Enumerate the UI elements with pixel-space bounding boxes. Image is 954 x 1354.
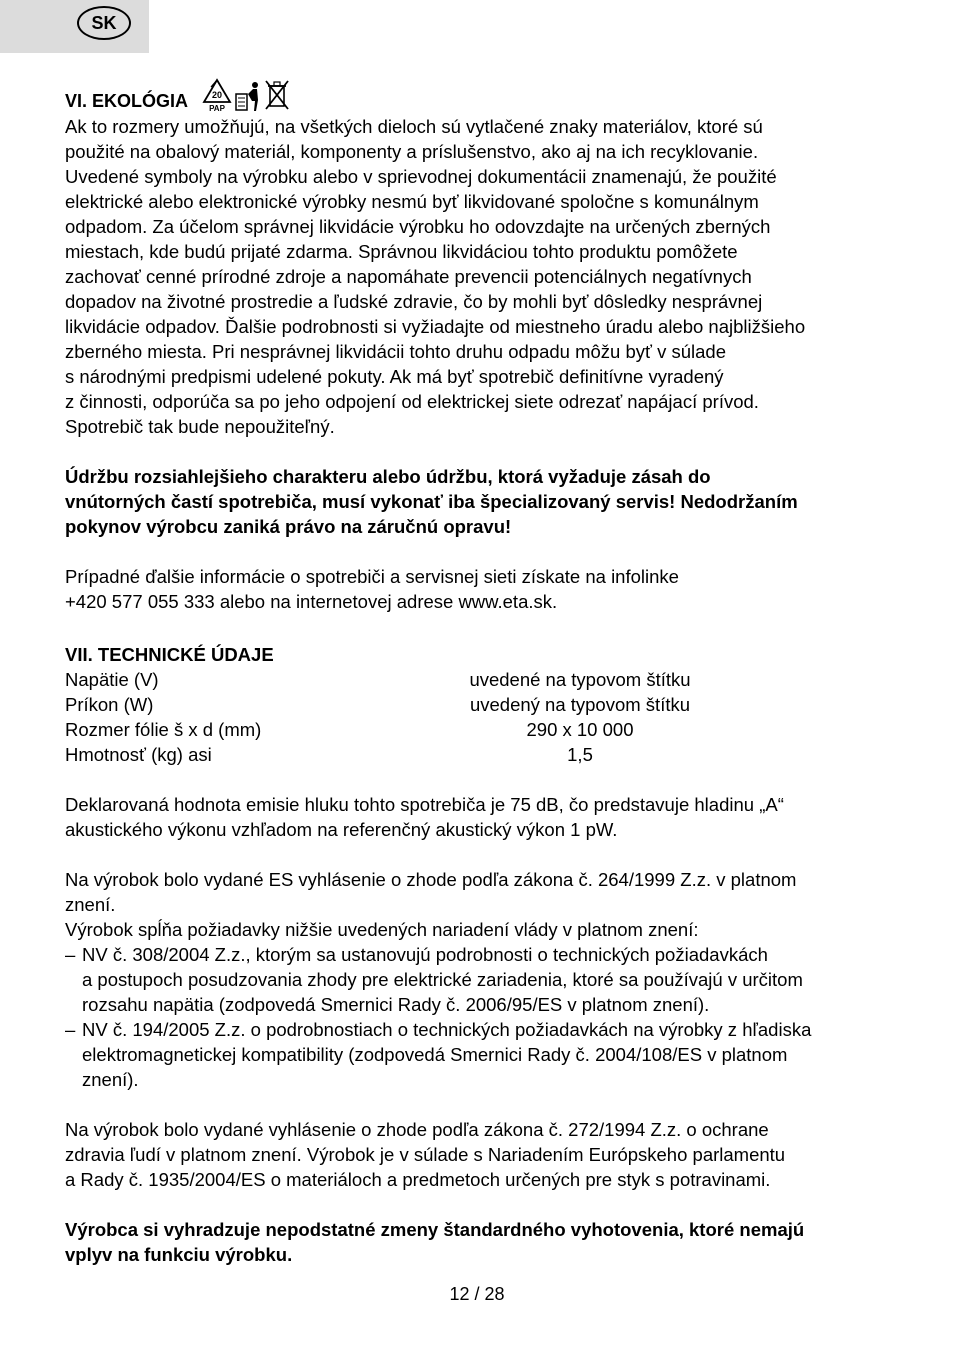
recycle-number: 20 <box>212 90 223 100</box>
tech-label: Príkon (W) <box>65 694 154 715</box>
dash-bullet: – <box>65 944 76 965</box>
text-line: Výrobok spĺňa požiadavky nižšie uvedených nariadení vlády v platnom znení: <box>65 919 699 940</box>
text-line: akustického výkonu vzhľadom na referenčný akustický výkon 1 pW. <box>65 819 618 840</box>
conformity-section <box>65 867 895 1092</box>
text-line: použité na obalový materiál, komponenty a príslušenstvo, ako aj na ich recyklovanie. <box>65 141 759 162</box>
ecology-icons <box>202 76 290 112</box>
text-line: Na výrobok bolo vydané ES vyhlásenie o zhode podľa zákona č. 264/1999 Z.z. v platnom <box>65 869 797 890</box>
text-line: znení). <box>82 1069 139 1090</box>
text-line: Na výrobok bolo vydané vyhlásenie o zhode podľa zákona č. 272/1994 Z.z. o ochrane <box>65 1119 769 1140</box>
tech-value: uvedený na typovom štítku <box>469 694 691 715</box>
infoline-paragraph <box>65 564 895 614</box>
text-line: elektrické alebo elektronické výrobky nesmú byť likvidované spoločne s komunálnym <box>65 191 759 212</box>
text-line: likvidácie odpadov. Ďalšie podrobnosti si vyžiadajte od miestneho úradu alebo najbližšieho <box>65 316 806 337</box>
text-line: pokynov výrobcu zaniká právo na záručnú opravu! <box>65 516 512 537</box>
tech-label: Hmotnosť (kg) asi <box>65 744 212 765</box>
tech-value: 290 x 10 000 <box>526 719 634 740</box>
language-badge: SK <box>77 6 131 40</box>
text-line: rozsahu napätia (zodpovedá Smernici Rady č. 2006/95/ES v platnom znení). <box>82 994 710 1015</box>
tech-value: uvedené na typovom štítku <box>469 669 691 690</box>
text-line: zachovať cenné prírodné zdroje a napomáhate prevencii potenciálnych negatívnych <box>65 266 752 287</box>
tech-row <box>65 667 895 692</box>
page-number: 12 / 28 <box>449 1284 505 1304</box>
text-line: Spotrebič tak bude nepoužiteľný. <box>65 416 335 437</box>
text-line: s národnými predpismi udelené pokuty. Ak má byť spotrebič definitívne vyradený <box>65 366 724 387</box>
ecology-heading <box>65 87 895 114</box>
text-line: a postupoch posudzovania zhody pre elektrické zariadenia, ktoré sa používajú v určitom <box>82 969 803 990</box>
text-line: dopadov na životné prostredie a ľudské zdravie, čo by mohli byť dôsledky nesprávnej <box>65 291 763 312</box>
recycle-pap-icon <box>202 78 232 112</box>
tech-label: Napätie (V) <box>65 669 159 690</box>
text-line: +420 577 055 333 alebo na internetovej adrese www.eta.sk. <box>65 591 558 612</box>
recycle-label: PAP <box>209 104 225 112</box>
text-line: miestach, kde budú prijaté zdarma. Správnou likvidáciou tohto produktu pomôžete <box>65 241 738 262</box>
maintenance-warning <box>65 464 895 539</box>
text-line: z činnosti, odporúča sa po jeho odpojení od elektrickej siete odrezať napájací prívod. <box>65 391 759 412</box>
text-line: Výrobca si vyhradzuje nepodstatné zmeny štandardného vyhotovenia, ktoré nemajú <box>65 1219 805 1240</box>
noise-paragraph <box>65 792 895 842</box>
text-line: vnútorných častí spotrebiča, musí vykonať iba špecializovaný servis! Nedodržaním <box>65 491 798 512</box>
final-note <box>65 1217 895 1267</box>
text-line: Prípadné ďalšie informácie o spotrebiči a servisnej sieti získate na infolinke <box>65 566 679 587</box>
regulation-item <box>65 942 895 1017</box>
technical-section <box>65 642 895 767</box>
text-line: a Rady č. 1935/2004/ES o materiáloch a predmetoch určených pre styk s potravinami. <box>65 1169 771 1190</box>
regulation-item <box>65 1017 895 1092</box>
text-line: Uvedené symboly na výrobku alebo v sprievodnej dokumentácii znamenajú, že použité <box>65 166 777 187</box>
text-line: NV č. 194/2005 Z.z. o podrobnostiach o technických požiadavkách na výrobky z hľadiska <box>82 1019 812 1040</box>
tidyman-icon <box>234 80 262 112</box>
page-content <box>65 87 895 1267</box>
text-line: vplyv na funkciu výrobku. <box>65 1244 293 1265</box>
technical-title: VII. TECHNICKÉ ÚDAJE <box>65 644 274 665</box>
text-line: Údržbu rozsiahlejšieho charakteru alebo údržbu, ktorá vyžaduje zásah do <box>65 466 711 487</box>
tech-row <box>65 692 895 717</box>
ecology-paragraph <box>65 114 895 439</box>
ecology-title: VI. EKOLÓGIA <box>65 91 189 111</box>
text-line: NV č. 308/2004 Z.z., ktorým sa ustanovujú podrobnosti o technických požiadavkách <box>82 944 768 965</box>
tech-label: Rozmer fólie š x d (mm) <box>65 719 262 740</box>
crossed-bin-icon <box>264 78 290 112</box>
tech-row <box>65 717 895 742</box>
dash-bullet: – <box>65 1019 76 1040</box>
health-paragraph <box>65 1117 895 1192</box>
text-line: Ak to rozmery umožňujú, na všetkých dieloch sú vytlačené znaky materiálov, ktoré sú <box>65 116 763 137</box>
tech-row <box>65 742 895 767</box>
language-tab <box>0 0 149 53</box>
text-line: znení. <box>65 894 116 915</box>
tech-value: 1,5 <box>567 744 593 765</box>
text-line: odpadom. Za účelom správnej likvidácie výrobku ho odovzdajte na určených zberných <box>65 216 771 237</box>
text-line: zberného miesta. Pri nesprávnej likvidácii tohto druhu odpadu môžu byť v súlade <box>65 341 726 362</box>
text-line: zdravia ľudí v platnom znení. Výrobok je v súlade s Nariadením Európskeho parlamentu <box>65 1144 786 1165</box>
text-line: elektromagnetickej kompatibility (zodpovedá Smernici Rady č. 2004/108/ES v platnom <box>82 1044 788 1065</box>
text-line: Deklarovaná hodnota emisie hluku tohto spotrebiča je 75 dB, čo predstavuje hladinu „A“ <box>65 794 784 815</box>
